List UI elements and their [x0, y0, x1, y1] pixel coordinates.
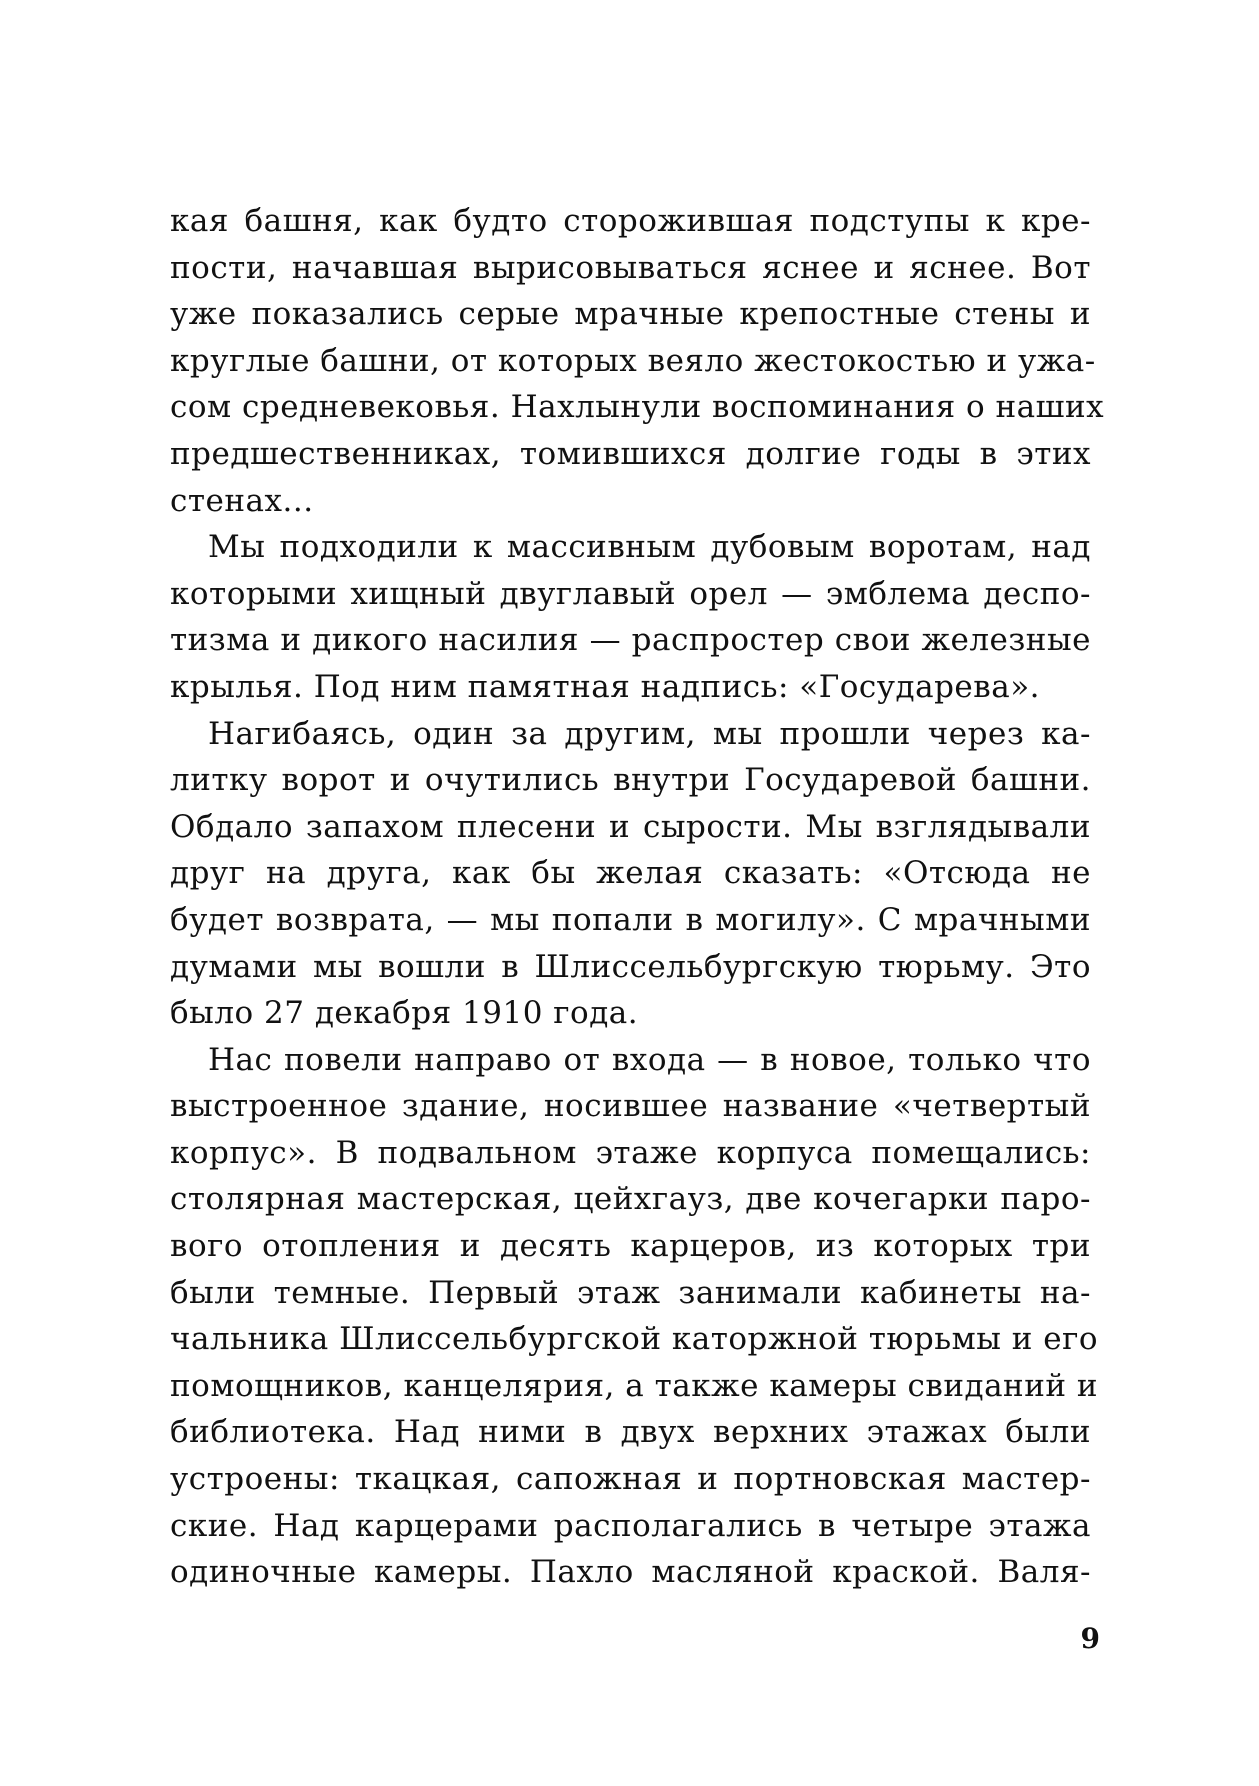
- page-number: 9: [1080, 1622, 1100, 1655]
- text-line: предшественниках, томившихся долгие годы в этих: [170, 435, 1091, 472]
- text-line: кая башня, как будто сторожившая подступы к кре-: [170, 203, 1091, 239]
- text-line: Нагибаясь, один за другим, мы прошли через ка-: [208, 715, 1091, 752]
- text-line: устроены: ткацкая, сапожная и портновская мастер-: [170, 1461, 1091, 1498]
- text-line: выстроенное здание, носившее название «четвертый: [170, 1088, 1091, 1125]
- text-line: литку ворот и очутились внутри Государевой башни.: [170, 762, 1091, 799]
- paragraph-2: [170, 524, 1091, 710]
- text-line: уже показались серые мрачные крепостные стены и: [170, 296, 1091, 333]
- text-line: чальника Шлиссельбургской каторжной тюрьмы и его: [170, 1321, 1098, 1358]
- text-line: ские. Над карцерами располагались в четыре этажа: [170, 1507, 1091, 1544]
- text-line: Мы подходили к массивным дубовым воротам, над: [208, 529, 1091, 566]
- text-line: было 27 декабря 1910 года.: [170, 995, 639, 1032]
- text-line: друг на друга, как бы желая сказать: «Отсюда не: [170, 855, 1091, 892]
- text-line: Обдало запахом плесени и сырости. Мы взглядывали: [170, 808, 1091, 845]
- text-line: библиотека. Над ними в двух верхних этажах были: [170, 1414, 1091, 1451]
- paragraph-3: [170, 711, 1091, 1037]
- text-line: сом средневековья. Нахлынули воспоминания о наших: [170, 389, 1105, 426]
- text-line: думами мы вошли в Шлиссельбургскую тюрьму. Это: [170, 948, 1091, 985]
- text-line: помощников, канцелярия, а также камеры свиданий и: [170, 1367, 1099, 1404]
- paragraph-4: [170, 1037, 1099, 1596]
- text-line: будет возврата, — мы попали в могилу». С мрачными: [170, 901, 1091, 938]
- text-line: столярная мастерская, цейхгауз, две кочегарки паро-: [170, 1181, 1091, 1218]
- text-line: одиночные камеры. Пахло масляной краской. Валя-: [170, 1554, 1091, 1591]
- paragraph-1: [170, 198, 1105, 524]
- body-text: [170, 198, 1105, 1596]
- text-line: вого отопления и десять карцеров, из которых три: [170, 1228, 1091, 1265]
- text-line: были темные. Первый этаж занимали кабинеты на-: [170, 1274, 1091, 1311]
- text-line: которыми хищный двуглавый орел — эмблема деспо-: [170, 575, 1091, 612]
- text-line: стенах...: [170, 482, 314, 519]
- text-line: тизма и дикого насилия — распростер свои железные: [170, 622, 1091, 659]
- text-line: Нас повели направо от входа — в новое, только что: [208, 1041, 1091, 1078]
- text-line: крылья. Под ним памятная надпись: «Государева».: [170, 668, 1041, 705]
- text-line: корпус». В подвальном этаже корпуса помещались:: [170, 1134, 1091, 1171]
- text-line: пости, начавшая вырисовываться яснее и яснее. Вот: [170, 249, 1091, 286]
- text-line: круглые башни, от которых веяло жестокостью и ужа-: [170, 342, 1096, 379]
